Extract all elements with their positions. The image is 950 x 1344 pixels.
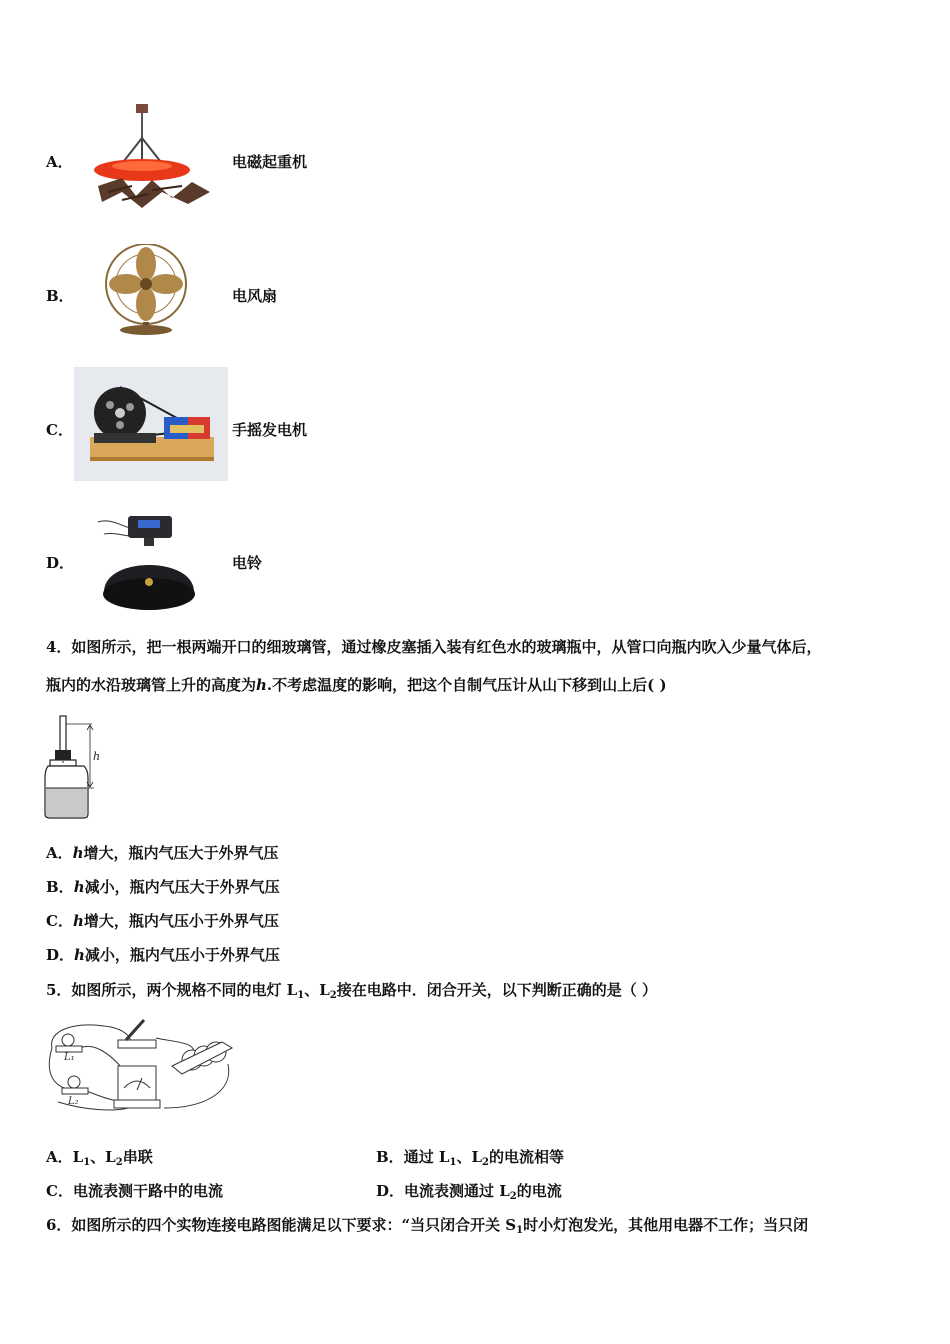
electromagnetic-crane-image: [92, 100, 217, 215]
electric-fan-image: [100, 244, 195, 336]
option-d-letter: D．: [46, 554, 75, 572]
q4-option-a: A．h增大，瓶内气压大于外界气压: [46, 844, 279, 862]
option-d-label: 电铃: [232, 554, 263, 572]
q5-option-b: B．通过 $L_1$、$L_2$的电流相等: [376, 1148, 564, 1168]
figure-l2-label: L₂: [68, 1096, 79, 1107]
hand-crank-generator-image: [74, 367, 228, 481]
electric-bell-image: [94, 508, 206, 616]
option-c-letter: C．: [46, 421, 73, 439]
option-a-label: 电磁起重机: [232, 153, 308, 171]
q4-option-d: D．h减小，瓶内气压小于外界气压: [46, 946, 280, 964]
option-a-letter: A．: [46, 153, 73, 171]
q4-option-b: B．h减小，瓶内气压大于外界气压: [46, 878, 280, 896]
q4-option-c: C．h增大，瓶内气压小于外界气压: [46, 912, 279, 930]
q6-stem: 6．如图所示的四个实物连接电路图能满足以下要求：“当只闭合开关 $S_1$时小灯泡发光，其他用电器不工作；当只闭: [46, 1216, 809, 1236]
q5-stem: 5．如图所示，两个规格不同的电灯 $L_1$、$L_2$接在电路中．闭合开关，以下判断正确的是（ ）: [46, 981, 657, 1001]
barometer-bottle-figure: [42, 714, 106, 822]
q4-stem-line2: 瓶内的水沿玻璃管上升的高度为h.不考虑温度的影响，把这个自制气压计从山下移到山上后( ): [46, 676, 667, 694]
figure-h-label: h: [93, 750, 101, 763]
figure-l1-label: L₁: [64, 1052, 75, 1063]
q5-option-a: A．$L_1$、$L_2$串联: [46, 1148, 153, 1168]
option-b-letter: B．: [46, 287, 74, 305]
circuit-figure: [44, 1012, 234, 1114]
option-c-label: 手摇发电机: [232, 421, 308, 439]
q5-option-c: C．电流表测干路中的电流: [46, 1182, 223, 1200]
option-b-label: 电风扇: [232, 287, 278, 305]
q5-option-d: D．电流表测通过 $L_2$的电流: [376, 1182, 562, 1202]
q4-stem-line1: 4．如图所示，把一根两端开口的细玻璃管，通过橡皮塞插入装有红色水的玻璃瓶中，从管口向瓶内吹入少量气体后，: [46, 638, 822, 656]
